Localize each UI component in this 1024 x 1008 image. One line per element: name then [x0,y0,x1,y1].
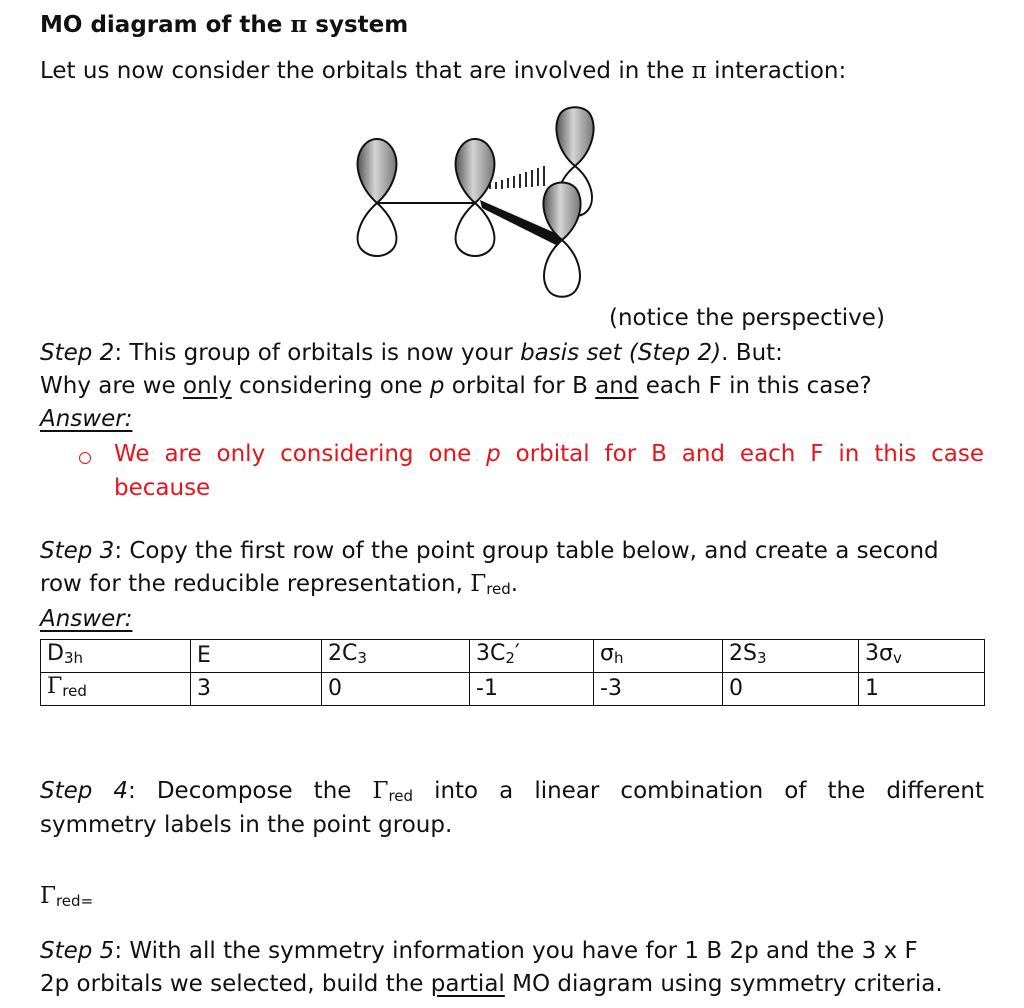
answer-text-line2: because [114,475,211,501]
cell-value: -3 [594,673,723,706]
table-row [41,673,985,706]
cell-s3: $2S_3$ [723,640,859,673]
cell-c3: $2C_3$ [322,640,470,673]
step2-line1: Step 2: This group of orbitals is now your basis set (Step 2). But: [40,340,783,366]
cell-gamma-red: $\Gamma_{red}$ [41,673,191,706]
cell-value: 0 [723,673,859,706]
step5-line2: 2p orbitals we selected, build the partial MO diagram using symmetry criteria. [40,971,943,997]
figure-caption: (notice the perspective) [609,305,885,331]
cell-value: -1 [470,673,594,706]
character-table [40,639,985,706]
p-orbital-b [456,139,495,256]
cell-group: $D_{3h}$ [41,640,191,673]
step2-question: Why are we only considering one p orbital for B and each F in this case? [40,373,872,399]
cell-sigma-v: $3\sigma_v$ [859,640,985,673]
page-title: MO diagram of the π system [40,11,409,38]
cell-value: 3 [191,673,322,706]
cell-value: 1 [859,673,985,706]
cell-e: E [191,640,322,673]
step2-answer-label: Answer: [40,406,133,432]
step5-line1: Step 5: With all the symmetry information you have for 1 B 2p and the 3 x F [40,938,918,964]
answer-text-line1: We are only considering one p orbital for B and each F in this case [114,441,985,467]
step3-line1: Step 3: Copy the first row of the point group table below, and create a second [40,538,939,564]
answer-bullet-icon [79,449,91,468]
step4-line1: Step 4: Decompose the $\Gamma_{red}$ into a linear combination of the different [40,778,984,805]
cell-sigma-h: $\sigma_h$ [594,640,723,673]
step3-answer-label: Answer: [40,606,133,632]
p-orbital-f1 [358,139,397,256]
cell-value: 0 [322,673,470,706]
table-header-row [41,640,985,673]
cell-c2: $3C_2'$ [470,640,594,673]
intro-text: Let us now consider the orbitals that are involved in the π interaction: [40,58,847,84]
step4-line2: symmetry labels in the point group. [40,812,453,838]
gamma-red-equation: $\Gamma_{red=}$ [40,883,94,910]
hashed-bond [490,166,544,189]
step3-line2: row for the reducible representation, $\Gamma_{red}$. [40,571,519,598]
p-orbital-diagram [330,100,630,305]
